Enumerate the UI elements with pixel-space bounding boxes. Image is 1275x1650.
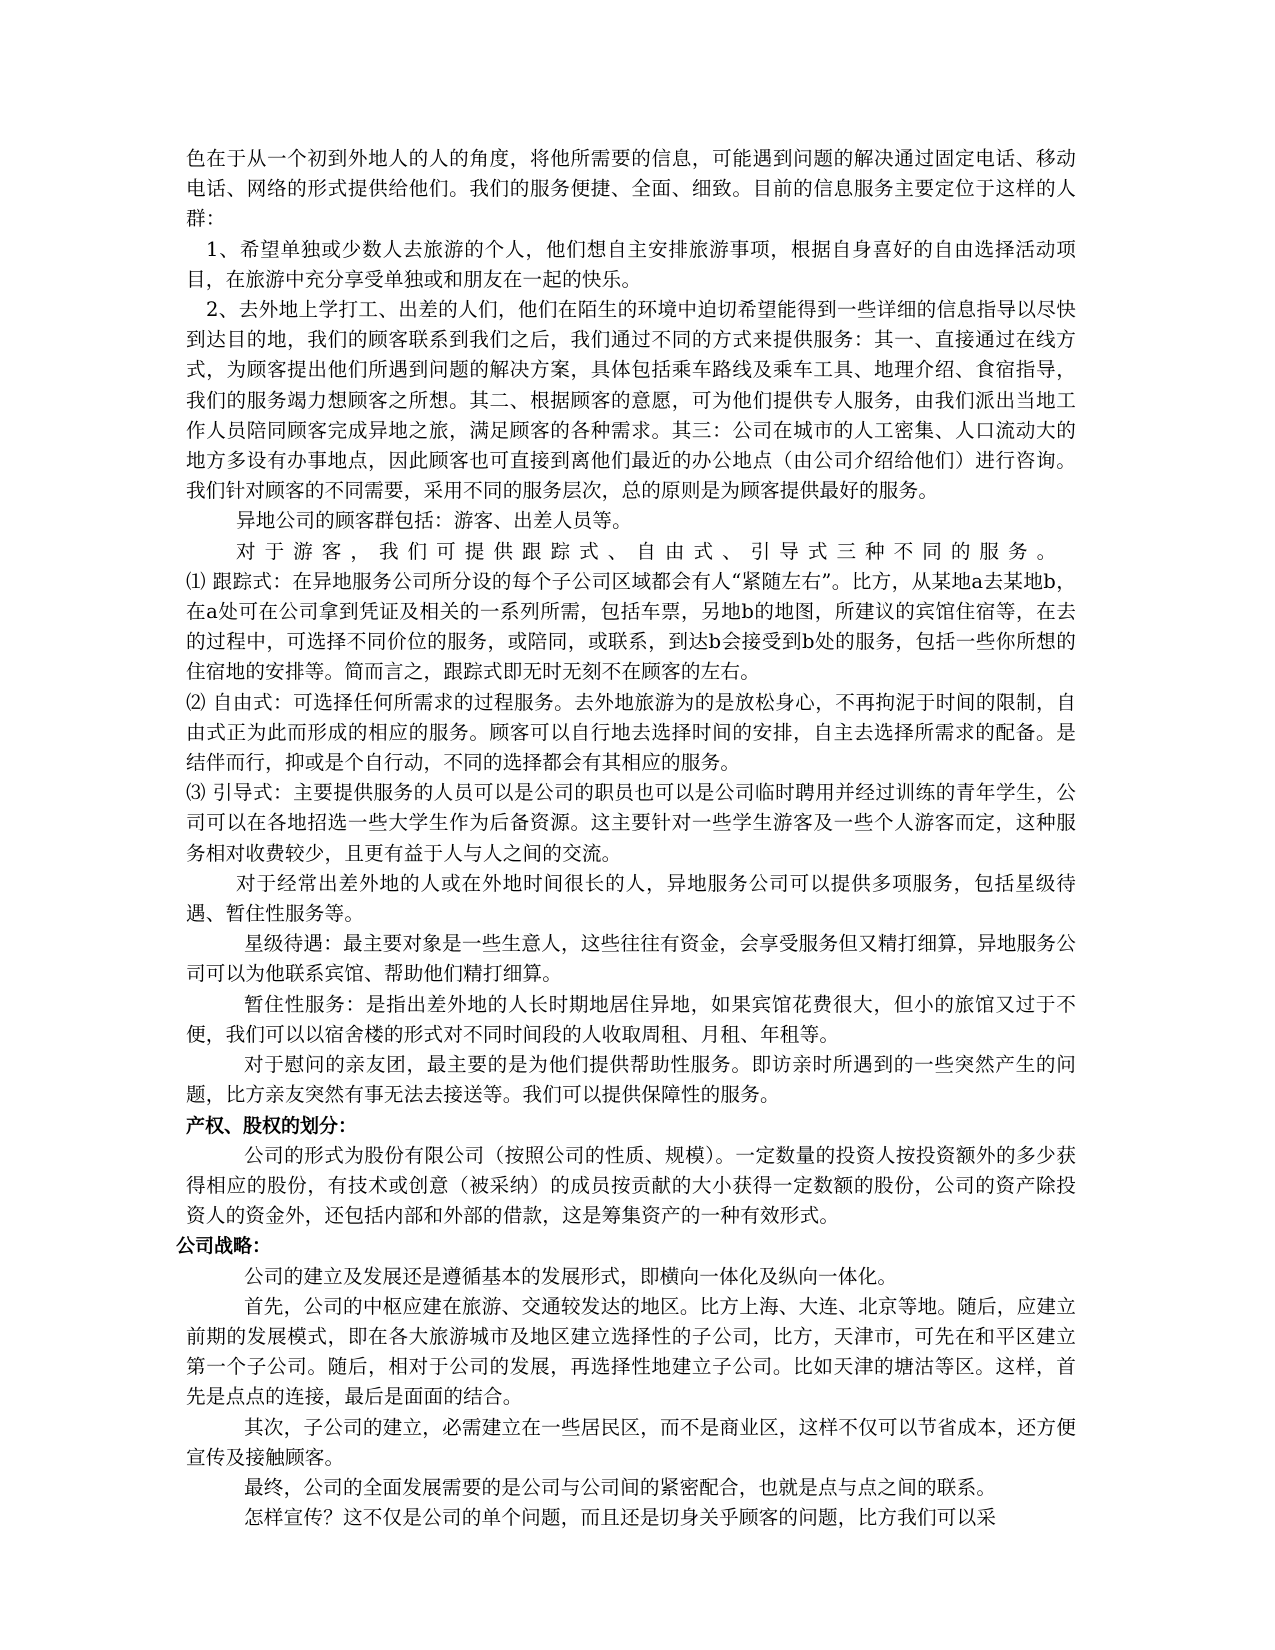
paragraph-company-form: 公司的形式为股份有限公司（按照公司的性质、规模）。一定数量的投资人按投资额外的多少获得相应的股份，有技术或创意（被采纳）的成员按贡献的大小获得一定数额的股份，公司的资产除投资人的资金外，还包括内部和外部的借款，这是筹集资产的一种有效形式。 <box>186 1143 1076 1228</box>
paragraph-strategy-integration: 公司的建立及发展还是遵循基本的发展形式，即横向一体化及纵向一体化。 <box>244 1264 898 1288</box>
paragraph-relatives-group: 对于慰问的亲友团，最主要的是为他们提供帮助性服务。即访亲时所遇到的一些突然产生的问题，比方亲友突然有事无法去接送等。我们可以提供保障性的服务。 <box>186 1053 1076 1107</box>
paragraph-customer-groups: 异地公司的顾客群包括：游客、出差人员等。 <box>236 509 632 533</box>
paragraph-business-travelers: 对于经常出差外地的人或在外地时间很长的人，异地服务公司可以提供多项服务，包括星级待遇、暂住性服务等。 <box>186 871 1076 926</box>
paragraph-tracking-service: ⑴ 跟踪式：在异地服务公司所分设的每个子公司区域都会有人“紧随左右”。比方，从某地a去某地b，在a处可在公司拿到凭证及相关的一系列所需，包括车票，另地b的地图，所建议的宾馆住宿等，在去的过程中，可选择不同价位的服务，或陪同，或联系，到达b会接受到b处的服务，包括一些你所想的住宿地的安排等。简而言之，跟踪式即无时无刻不在顾客的左右。 <box>186 569 1076 684</box>
paragraph-promotion: 怎样宣传？这不仅是公司的单个问题，而且还是切身关乎顾客的问题，比方我们可以采 <box>244 1506 997 1530</box>
heading-company-strategy: 公司战略： <box>176 1235 272 1258</box>
paragraph-target-group-1: 1、希望单独或少数人去旅游的个人，他们想自主安排旅游事项，根据自身喜好的自由选择活动项目，在旅游中充分享受单独或和朋友在一起的快乐。 <box>186 237 1076 291</box>
paragraph-guided-service: ⑶ 引导式：主要提供服务的人员可以是公司的职员也可以是公司临时聘用并经过训练的青年学生，公司可以在各地招选一些大学生作为后备资源。这主要针对一些学生游客及一些个人游客而定，这种服务相对收费较少，且更有益于人与人之间的交流。 <box>186 781 1076 865</box>
paragraph-tourist-services: 对于游客，我们可提供跟踪式、自由式、引导式三种不同的服务。 <box>236 539 1066 563</box>
paragraph-strategy-first: 首先，公司的中枢应建在旅游、交通较发达的地区。比方上海、大连、北京等地。随后，应建立前期的发展模式，即在各大旅游城市及地区建立选择性的子公司，比方，天津市，可先在和平区建立第一个子公司。随后，相对于公司的发展，再选择性地建立子公司。比如天津的塘沽等区。这样，首先是点点的连接，最后是面面的结合。 <box>186 1294 1076 1409</box>
paragraph-temporary-stay: 暂住性服务：是指出差外地的人长时期地居住异地，如果宾馆花费很大，但小的旅馆又过于不便，我们可以以宿舍楼的形式对不同时间段的人收取周租、月租、年租等。 <box>186 992 1076 1046</box>
document-body <box>176 144 1076 1533</box>
paragraph-star-treatment: 星级待遇：最主要对象是一些生意人，这些往往有资金，会享受服务但又精打细算，异地服务公司可以为他联系宾馆、帮助他们精打细算。 <box>186 932 1076 986</box>
paragraph-strategy-final: 最终，公司的全面发展需要的是公司与公司间的紧密配合，也就是点与点之间的联系。 <box>244 1475 997 1499</box>
paragraph-strategy-second: 其次，子公司的建立，必需建立在一些居民区，而不是商业区，这样不仅可以节省成本，还方便宣传及接触顾客。 <box>186 1415 1076 1469</box>
paragraph-free-service: ⑵ 自由式：可选择任何所需求的过程服务。去外地旅游为的是放松身心，不再拘泥于时间的限制，自由式正为此而形成的相应的服务。顾客可以自行地去选择时间的安排，自主去选择所需求的配备。是结伴而行，抑或是个自行动，不同的选择都会有其相应的服务。 <box>186 690 1076 775</box>
paragraph-target-group-2: 2、去外地上学打工、出差的人们，他们在陌生的环境中迫切希望能得到一些详细的信息指导以尽快到达目的地，我们的顾客联系到我们之后，我们通过不同的方式来提供服务：其一、直接通过在线方式，为顾客提出他们所遇到问题的解决方案，具体包括乘车路线及乘车工具、地理介绍、食宿指导，我们的服务竭力想顾客之所想。其二、根据顾客的意愿，可为他们提供专人服务，由我们派出当地工作人员陪同顾客完成异地之旅，满足顾客的各种需求。其三：公司在城市的人工密集、人口流动大的地方多设有办事地点，因此顾客也可直接到离他们最近的办公地点（由公司介绍给他们）进行咨询。我们针对顾客的不同需要，采用不同的服务层次，总的原则是为顾客提供最好的服务。 <box>186 298 1076 503</box>
paragraph-intro: 色在于从一个初到外地人的人的角度，将他所需要的信息，可能遇到问题的解决通过固定电话、移动电话、网络的形式提供给他们。我们的服务便捷、全面、细致。目前的信息服务主要定位于这样的人群： <box>186 147 1076 231</box>
heading-equity-division: 产权、股权的划分： <box>186 1114 358 1137</box>
